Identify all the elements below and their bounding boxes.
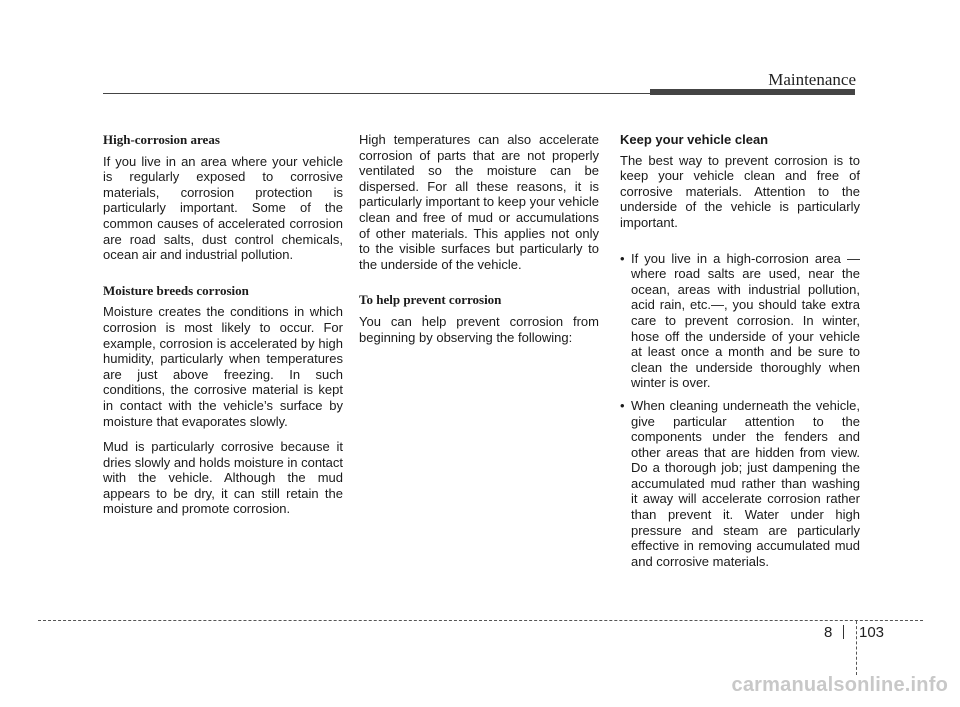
bullet-dot: •: [620, 397, 625, 413]
heading-high-corrosion-areas: High-corrosion areas: [103, 132, 220, 147]
page-number: 103: [859, 624, 885, 641]
watermark: carmanualsonline.info: [731, 674, 948, 696]
paragraph: High temperatures can also accelerate corrosion of parts that are not properly ventilated so the moisture can be dispersed. For all these reasons, it is particularly important to keep your vehicle clean and free of mud or accumulations of other materials. This applies not only to the visible surfaces but particularly to the underside of the vehicle.: [359, 132, 599, 272]
page-number-separator: [843, 625, 844, 639]
footer-vertical-rule: [856, 621, 857, 675]
paragraph: If you live in an area where your vehicle is regularly exposed to corrosive materials, corrosion protection is particularly important. Some of the common causes of accelerated corrosion are road salts, dust control chemicals, ocean air and industrial pollution.: [103, 153, 343, 263]
heading-keep-your-vehicle-clean: Keep your vehicle clean: [620, 132, 769, 147]
chapter-number: 8: [824, 624, 833, 641]
list-item: [620, 398, 860, 570]
column-right: [620, 132, 860, 576]
list-item-text: If you live in a high-corrosion area — where road salts are used, near the ocean, areas with industrial pollution, acid rain, etc.—, you should take extra care to prevent corrosion. In winter, hose off the underside of your vehicle at least once a month and be sure to clean the underside thoroughly when winter is over.: [631, 250, 860, 391]
heading-to-help-prevent-corrosion: To help prevent corrosion: [359, 292, 502, 308]
paragraph: You can help prevent corrosion from beginning by observing the following:: [359, 313, 599, 345]
footer-rule: [38, 620, 923, 621]
paragraph: Mud is particularly corrosive because it dries slowly and holds moisture in contact with the vehicle. Although the mud appears to be dry, it can still retain the moisture and promote corrosion.: [103, 439, 343, 517]
list-item: [620, 251, 860, 391]
column-left: [103, 132, 343, 527]
bullet-dot: •: [620, 250, 625, 266]
list-item-text: When cleaning underneath the vehicle, give particular attention to the components under the fenders and other areas that are hidden from view. Do a thorough job; just dampening the accumulated mud rather than washing it away will accelerate corrosion rather than prevent it. Water under high pressure and steam are particularly effective in removing accumulated mud and corrosive materials.: [631, 397, 860, 569]
paragraph: The best way to prevent corrosion is to keep your vehicle clean and free of corrosive materials. Attention to the underside of the vehicle is particularly important.: [620, 152, 860, 230]
header-rule-accent: [650, 89, 855, 95]
paragraph: Moisture creates the conditions in which corrosion is most likely to occur. For example, corrosion is accelerated by high humidity, particularly when temperatures are just above freezing. In such conditions, the corrosive material is kept in contact with the vehicle’s surface by moisture that evaporates slowly.: [103, 304, 343, 429]
section-title: Maintenance: [768, 70, 856, 89]
heading-moisture-breeds-corrosion: Moisture breeds corrosion: [103, 282, 249, 298]
column-middle: [359, 132, 599, 355]
